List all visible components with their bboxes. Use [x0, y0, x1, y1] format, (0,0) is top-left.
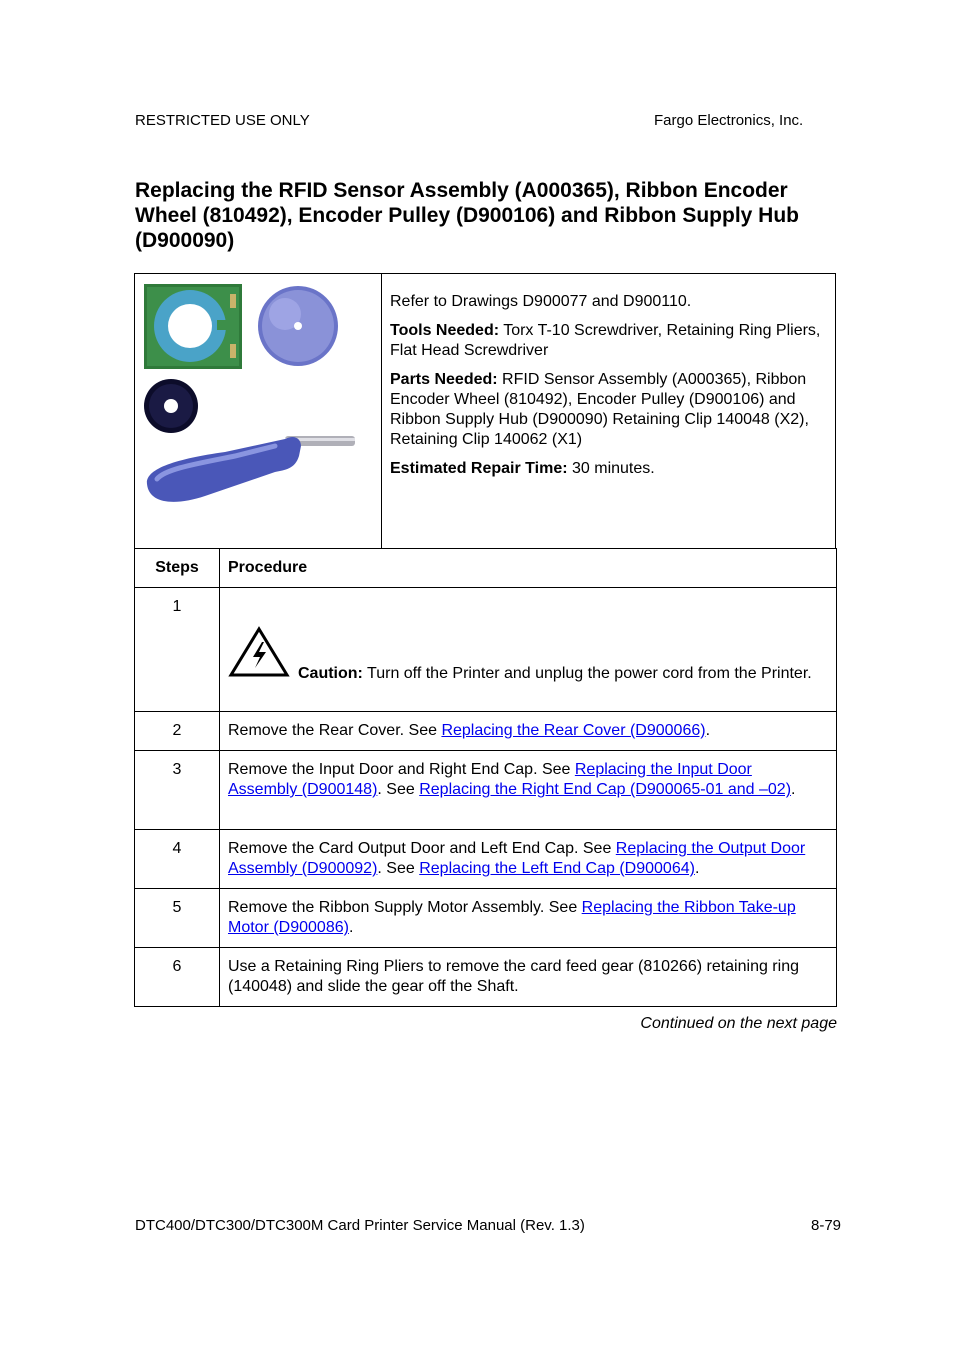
header-left: RESTRICTED USE ONLY — [135, 112, 310, 129]
tools-needed — [390, 321, 830, 361]
steps-table — [134, 548, 837, 1007]
parts-needed — [390, 370, 830, 450]
caution-text: Turn off the Printer and unplug the power cord from the Printer. — [362, 665, 812, 682]
parts-label: Parts Needed: — [390, 371, 498, 388]
step-number: 5 — [135, 889, 220, 948]
page-title: Replacing the RFID Sensor Assembly (A000365), Ribbon Encoder Wheel (810492), Encoder Pulley (D900106) and Ribbon Supply Hub (D900090) — [135, 179, 799, 252]
right-end-cap-link[interactable]: Replacing the Right End Cap (D900065-01 and –02) — [419, 781, 792, 798]
left-end-cap-link[interactable]: Replacing the Left End Cap (D900064) — [419, 860, 695, 877]
step-end: . — [791, 781, 796, 798]
output-door-link[interactable]: Replacing the Output Door Assembly (D900092) — [228, 840, 806, 877]
step-procedure — [220, 712, 837, 751]
col-procedure: Procedure — [220, 549, 837, 588]
intro-text — [390, 292, 830, 488]
tools-label: Tools Needed: — [390, 322, 500, 339]
table-row — [135, 889, 837, 948]
encoder-wheel-icon — [258, 286, 338, 366]
encoder-pulley-icon — [144, 379, 198, 433]
header-right: Fargo Electronics, Inc. — [654, 112, 804, 129]
step-number: 4 — [135, 830, 220, 889]
rear-cover-link[interactable]: Replacing the Rear Cover (D900066) — [441, 722, 706, 739]
step-text: Remove the Ribbon Supply Motor Assembly. See — [228, 899, 582, 916]
refer-drawings: Refer to Drawings D900077 and D900110. — [390, 293, 692, 310]
page-number: 8-79 — [811, 1217, 842, 1234]
footer-left: DTC400/DTC300/DTC300M Card Printer Service Manual (Rev. 1.3) — [135, 1217, 585, 1234]
rfid-sensor-board-icon — [144, 284, 242, 369]
caution-label: Caution: — [298, 665, 363, 682]
step-procedure — [220, 751, 837, 830]
ribbon-supply-hub-icon — [147, 436, 355, 502]
step-text: Remove the Input Door and Right End Cap. See — [228, 761, 575, 778]
repair-time — [390, 459, 830, 479]
time-text: 30 minutes. — [567, 460, 655, 477]
ribbon-takeup-motor-link[interactable]: Replacing the Ribbon Take-up Motor (D900086) — [228, 899, 796, 936]
step-number: 2 — [135, 712, 220, 751]
table-row — [135, 948, 837, 1007]
parts-image — [135, 274, 382, 548]
step-text: Remove the Rear Cover. See — [228, 722, 442, 739]
step-text: Remove the Card Output Door and Left End Cap. See — [228, 840, 616, 857]
table-row — [135, 830, 837, 889]
input-door-link[interactable]: Replacing the Input Door Assembly (D900148) — [228, 761, 752, 798]
time-label: Estimated Repair Time: — [390, 460, 568, 477]
electrical-hazard-icon — [228, 626, 290, 684]
continued-note: Continued on the next page — [640, 1015, 837, 1032]
step-mid: . See — [377, 781, 420, 798]
step-end: . — [705, 722, 711, 739]
step-number: 3 — [135, 751, 220, 830]
table-row — [135, 751, 837, 830]
col-steps: Steps — [135, 549, 220, 588]
table-row — [135, 588, 837, 712]
step-number: 6 — [135, 948, 220, 1007]
step-end: . — [348, 919, 354, 936]
step-mid: . See — [377, 860, 420, 877]
tools-text: Torx T-10 Screwdriver, Retaining Ring Pliers, Flat Head Screwdriver — [390, 322, 821, 359]
parts-illustration — [135, 274, 381, 548]
step-procedure — [220, 830, 837, 889]
step-number: 1 — [135, 588, 220, 712]
intro-box — [134, 273, 836, 548]
step-procedure — [220, 588, 837, 712]
step-end: . — [694, 860, 700, 877]
table-header-row — [135, 549, 837, 588]
table-row — [135, 712, 837, 751]
step-procedure: Use a Retaining Ring Pliers to remove the card feed gear (810266) retaining ring (140048) and slide the gear off the Shaft. — [220, 948, 837, 1007]
step-procedure — [220, 889, 837, 948]
parts-text: RFID Sensor Assembly (A000365), Ribbon Encoder Wheel (810492), Encoder Pulley (D900106) and Ribbon Supply Hub (D900090) Retaining Clip 140048 (X2), Retaining Clip 140062 (X1) — [390, 371, 809, 448]
